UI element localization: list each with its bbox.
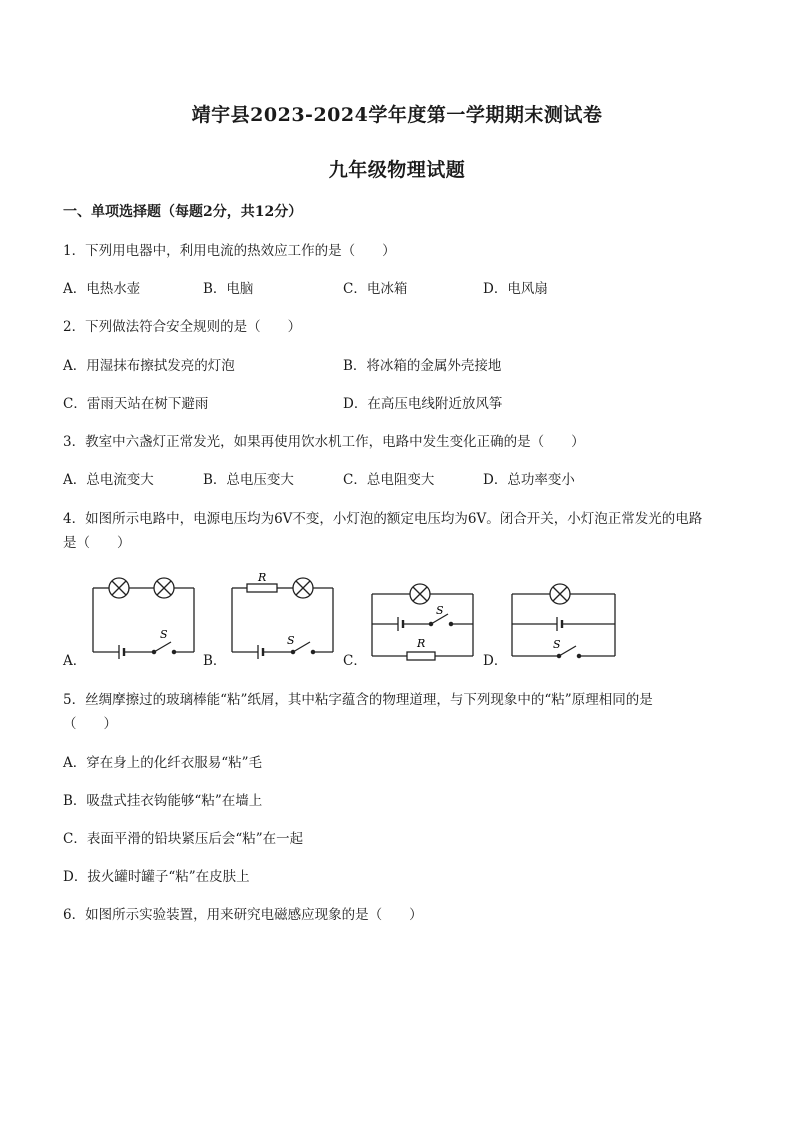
q2-option-a: A．用湿抹布擦拭发亮的灯泡	[63, 358, 235, 374]
q3-option-b: B．总电压变大	[203, 472, 294, 488]
question-5-stem: 5．丝绸摩擦过的玻璃棒能“粘”纸屑，其中粘字蕴含的物理道理，与下列现象中的“粘”原理相同的是	[63, 692, 653, 708]
question-3-stem: 3．教室中六盏灯正常发光，如果再使用饮水机工作，电路中发生变化正确的是（ ）	[63, 434, 585, 450]
section-heading: 一、单项选择题（每题2分，共12分）	[63, 204, 303, 220]
q4-option-c-label: C．	[343, 653, 367, 669]
resistor-label-b: R	[258, 572, 267, 584]
q3-option-d: D．总功率变小	[483, 472, 575, 488]
q2-option-c: C．雷雨天站在树下避雨	[63, 396, 209, 412]
question-6-stem: 6．如图所示实验装置，用来研究电磁感应现象的是（ ）	[63, 907, 423, 923]
switch-label-a: S	[160, 628, 168, 641]
q4-option-a-label: A．	[63, 653, 87, 669]
exam-subtitle: 九年级物理试题	[328, 159, 466, 181]
q3-option-c: C．总电阻变大	[343, 472, 435, 488]
q3-option-a: A．总电流变大	[63, 472, 154, 488]
switch-label-d: S	[553, 638, 561, 651]
q5-option-a: A．穿在身上的化纤衣服易“粘”毛	[63, 755, 263, 771]
question-4-stem-cont: 是（ ）	[63, 535, 131, 551]
question-5-stem-cont: （ ）	[63, 716, 117, 732]
q2-option-d: D．在高压电线附近放风筝	[343, 396, 503, 412]
exam-title: 靖宇县2023-2024学年度第一学期期末测试卷	[191, 104, 603, 126]
switch-label-b: S	[287, 634, 295, 647]
q2-option-b: B．将冰箱的金属外壳接地	[343, 358, 502, 374]
circuit-diagram-b	[229, 572, 339, 662]
circuit-diagram-c	[369, 578, 479, 664]
switch-label-c: S	[436, 604, 444, 617]
question-2-stem: 2．下列做法符合安全规则的是（ ）	[63, 319, 302, 335]
circuit-diagram-d	[509, 578, 621, 664]
q1-option-d: D．电风扇	[483, 281, 548, 297]
q5-option-b: B．吸盘式挂衣钩能够“粘”在墙上	[63, 793, 263, 809]
q1-option-c: C．电冰箱	[343, 281, 408, 297]
circuit-diagram-a	[90, 572, 200, 662]
q4-option-b-label: B．	[203, 653, 227, 669]
resistor-label-c: R	[417, 637, 426, 650]
question-4-stem: 4．如图所示电路中，电源电压均为6V不变，小灯泡的额定电压均为6V。闭合开关，小灯泡正常发光的电路	[63, 511, 703, 527]
q1-option-a: A．电热水壶	[63, 281, 141, 297]
q1-option-b: B．电脑	[203, 281, 254, 297]
q5-option-c: C．表面平滑的铅块紧压后会“粘”在一起	[63, 831, 304, 847]
q5-option-d: D．拔火罐时罐子“粘”在皮肤上	[63, 869, 250, 885]
question-1-stem: 1．下列用电器中，利用电流的热效应工作的是（ ）	[63, 243, 396, 259]
q4-option-d-label: D．	[483, 653, 508, 669]
